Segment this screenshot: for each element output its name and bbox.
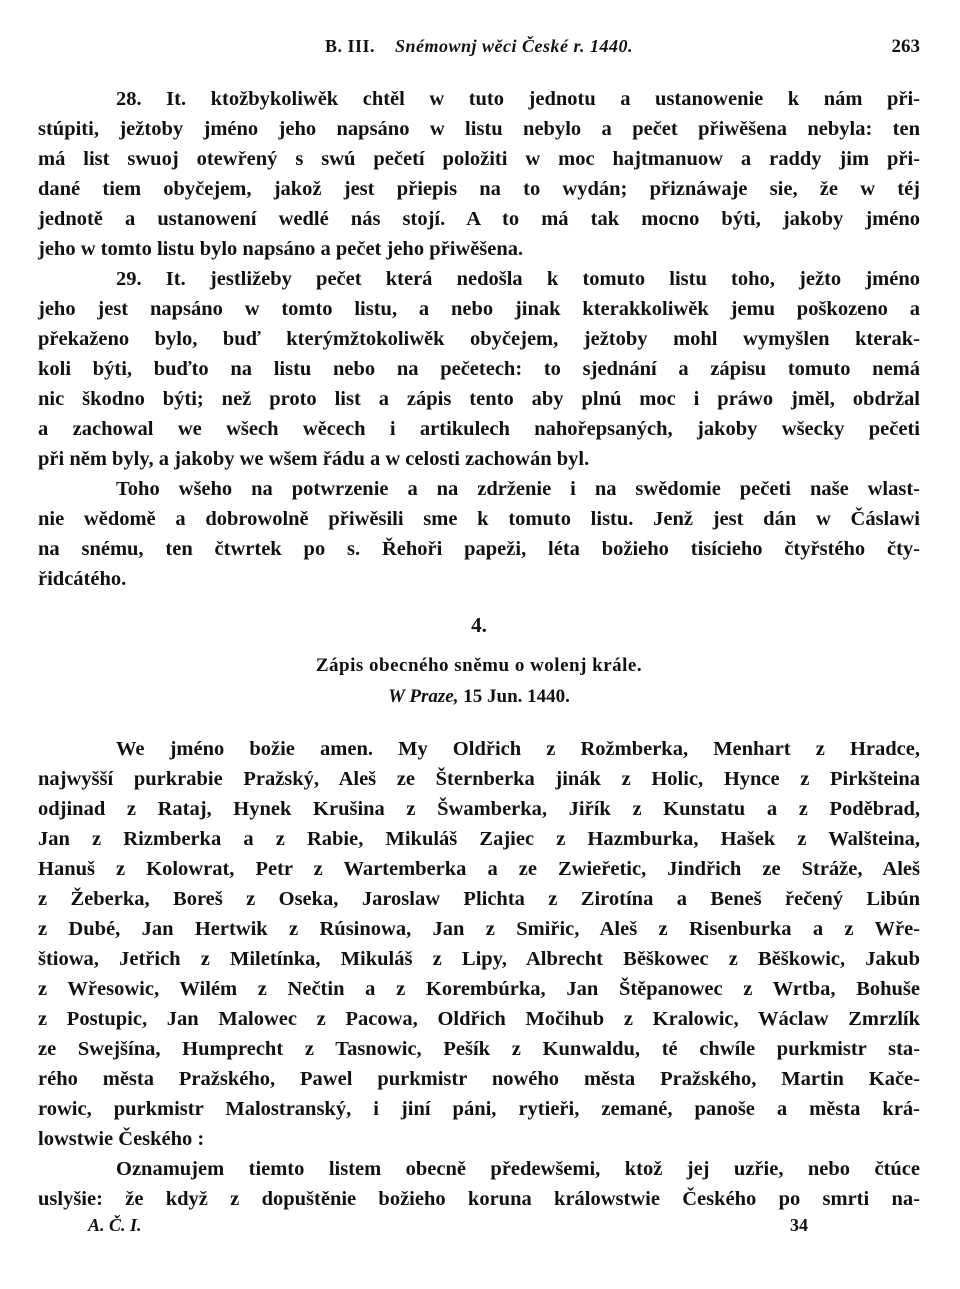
- text-line: odjinad z Rataj, Hynek Krušina z Šwamberka, Jiřík z Kunstatu a z Poděbrad,: [38, 798, 920, 820]
- text-line: Jan z Rizmberka a z Rabie, Mikuláš Zajiec z Hazmburka, Hašek z Walšteina,: [38, 828, 920, 850]
- text-line: nie wědomě a dobrowolně přiwěsili sme k tomuto listu. Jenž jest dán w Čáslawi: [38, 508, 920, 530]
- text-line: We jméno božie amen. My Oldřich z Rožmberka, Menhart z Hradce,: [116, 738, 920, 760]
- paragraph-we: [38, 734, 920, 1154]
- text-line: na snému, ten čtwrtek po s. Řehoři papeži, léta božieho tisícieho čtyřstého čty-: [38, 538, 920, 560]
- text-line: překaženo bylo, buď kterýmžtokoliwěk obyčejem, ježtoby mohl wymyšlen kterak-: [38, 328, 920, 350]
- text-line: 29. It. jestližeby pečet která nedošla k tomuto listu toho, ježto jméno: [116, 268, 920, 290]
- section-date: 15 Jun. 1440.: [463, 686, 570, 707]
- sheet-number: 34: [790, 1215, 808, 1235]
- text-line: ze Swejšína, Humprecht z Tasnowic, Pešík z Kunwaldu, té chwíle purkmistr sta-: [38, 1038, 920, 1060]
- paragraph-toho: [38, 474, 920, 594]
- page-footer: [38, 1215, 920, 1241]
- text-line: jednotě a ustanowení wedlé nás stojí. A to má tak mocno býti, jakoby jméno: [38, 208, 920, 230]
- text-line: najwyšší purkrabie Pražský, Aleš ze Šternberka jinák z Holic, Hynce z Pirkšteina: [38, 768, 920, 790]
- page-body: [38, 84, 920, 1214]
- text-line: má list swuoj otewřený s swú pečetí položiti w moc hajtmanuow a raddy jim při-: [38, 148, 920, 170]
- text-line: z Wřesowic, Wilém z Nečtin a z Korembúrka, Jan Štěpanowec z Wrtba, Bohuše: [38, 978, 920, 1000]
- text-line: rowic, purkmistr Malostranský, i jiní páni, rytieři, zemané, panoše a města krá-: [38, 1098, 920, 1120]
- text-line: Hanuš z Kolowrat, Petr z Wartemberka a ze Zwieřetic, Jindřich ze Stráže, Aleš: [38, 858, 920, 880]
- text-line: z Postupic, Jan Malowec z Pacowa, Oldřich Močihub z Kralowic, Wáclaw Zmrzlík: [38, 1008, 920, 1030]
- text-line: řidcátého.: [38, 568, 127, 590]
- running-header: [38, 36, 920, 60]
- page-number: 263: [891, 36, 920, 57]
- text-line: uslyšie: že když z dopuštěnie božieho koruna králowstwie Českého po smrti na-: [38, 1188, 920, 1210]
- text-line: rého města Pražského, Pawel purkmistr nowého města Pražského, Martin Kače-: [38, 1068, 920, 1090]
- text-line: z Žeberka, Boreš z Oseka, Jaroslaw Plichta z Zirotína a Beneš řečený Libún: [38, 888, 920, 910]
- text-line: 28. It. ktožbykoliwěk chtěl w tuto jednotu a ustanowenie k nám při-: [116, 88, 920, 110]
- text-line: lowstwie Českého :: [38, 1128, 205, 1150]
- text-line: z Dubé, Jan Hertwik z Rúsinowa, Jan z Smiřic, Aleš z Risenburka a z Wře-: [38, 918, 920, 940]
- text-line: nic škodno býti; než proto list a zápis tento aby plnú moc i práwo jměl, obdržal: [38, 388, 920, 410]
- signature-mark: A. Č. I.: [88, 1215, 142, 1235]
- section-place: W Praze,: [388, 686, 459, 707]
- text-line: dané tiem obyčejem, jakož jest přiepis na to wydán; přiznáwaje sie, že w téj: [38, 178, 920, 200]
- book-page: [38, 0, 920, 1289]
- section-place-date: [38, 682, 920, 712]
- section-title: Zápis obecného sněmu o wolenj krále.: [315, 655, 643, 676]
- paragraph-oznamujem: [38, 1154, 920, 1214]
- volume-label: B. III.: [324, 36, 375, 56]
- text-line: a zachowal we wšech wěcech i artikulech nahořepsaných, jakoby wšecky pečeti: [38, 418, 920, 440]
- text-line: Oznamujem tiemto listem obecně předewšemi, ktož jej uzřie, nebo čtúce: [116, 1158, 920, 1180]
- running-title: Snémownj wěci České r. 1440.: [395, 36, 634, 56]
- text-line: jeho jest napsáno w tomto listu, a nebo jinak kterakkoliwěk jemu poškozeno a: [38, 298, 920, 320]
- text-line: koli býti, buďto na listu nebo na pečetech: to sjednání a zápisu tomuto nemá: [38, 358, 920, 380]
- text-line: jeho w tomto listu bylo napsáno a pečet jeho přiwěšena.: [38, 238, 524, 260]
- section-number: 4.: [471, 613, 487, 637]
- text-line: při něm byly, a jakoby we wšem řádu a w celosti zachowán byl.: [38, 448, 590, 470]
- text-line: Toho wšeho na potwrzenie a na zdrženie i na swědomie pečeti naše wlast-: [116, 478, 920, 500]
- text-line: stúpiti, ježtoby jméno jeho napsáno w listu nebylo a pečet přiwěšena nebyla: ten: [38, 118, 920, 140]
- paragraph-29: [38, 264, 920, 474]
- paragraph-28: [38, 84, 920, 264]
- text-line: štiowa, Jetřich z Miletínka, Mikuláš z Lipy, Albrecht Běškowec z Běškowic, Jakub: [38, 948, 920, 970]
